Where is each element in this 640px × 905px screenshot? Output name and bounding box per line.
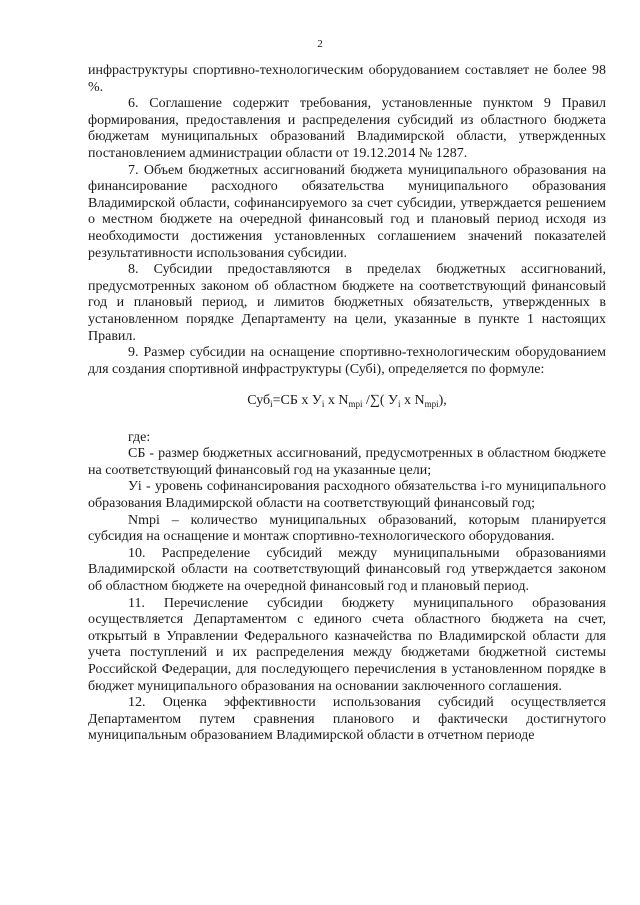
formula-rhs-sub-3: i xyxy=(397,399,401,410)
paragraph-continuation: инфраструктуры спортивно-технологическим оборудованием составляет не более 98 %. xyxy=(88,63,606,95)
where-label: где: xyxy=(128,430,151,446)
formula-rhs-sub-4: mpi xyxy=(424,399,439,410)
formula-rhs-3: /∑( У xyxy=(362,393,398,409)
formula-rhs-1: =СБ х У xyxy=(272,393,322,409)
paragraph-11: 11. Перечисление субсидии бюджету муниципального образования осуществляется Департаментом с единого счета областного бюджета на счет, открытый в Управлении Федерального казначейства по Владимирской области для учета поступлений и их распределения между бюджетами бюджетной системы Российской Федерации, для последующего перечисления в установленном порядке в бюджет муниципального образования на основании заключенного соглашения. xyxy=(88,595,606,694)
formula-rhs-4: х N xyxy=(400,393,425,409)
formula-rhs-sub-1: i xyxy=(321,399,325,410)
subsidy-formula xyxy=(88,392,606,413)
definition-u: Уi - уровень софинансирования расходного обязательства i-го муниципального образования Владимирской области на соответствующий финансовый год; xyxy=(88,479,606,512)
paragraph-8: 8. Субсидии предоставляются в пределах бюджетных ассигнований, предусмотренных законом об областном бюджете на соответствующий финансовый год и плановый период, и лимитов бюджетных обязательств, утвержденных в установленном порядке Департаменту на цели, указанные в пункте 1 настоящих Правил. xyxy=(88,262,606,344)
definition-nmpi: Nmpi – количество муниципальных образований, которым планируется субсидия на оснащение и монтаж спортивно-технологического оборудования. xyxy=(88,512,606,545)
formula-lhs: Суб xyxy=(247,393,271,409)
formula-rhs-5: ), xyxy=(438,393,447,409)
paragraph-6: 6. Соглашение содержит требования, установленные пунктом 9 Правил формирования, предоставления и распределения субсидий из областного бюджета бюджетам муниципальных образований Владимирской области, утвержденных постановлением администрации области от 19.12.2014 № 1287. xyxy=(88,96,606,161)
paragraph-10: 10. Распределение субсидий между муниципальными образованиями Владимирской области на соответствующий финансовый год утверждается законом об областном бюджете на очередной финансовый год и плановый период. xyxy=(88,545,606,595)
paragraph-9: 9. Размер субсидии на оснащение спортивно-технологическим оборудованием для создания спортивной инфраструктуры (Субi), определяется по формуле: xyxy=(88,345,606,377)
paragraph-12: 12. Оценка эффективности использования субсидий осуществляется Департаментом путем сравнения планового и фактически достигнутого муниципальным образованием Владимирской области в отчетном периоде xyxy=(88,695,606,744)
formula-rhs-sub-2: mpi xyxy=(348,399,363,410)
formula-rhs-2: х N xyxy=(324,393,349,409)
formula-lhs-sub: i xyxy=(270,399,273,410)
page-number: 2 xyxy=(317,38,323,50)
paragraph-7: 7. Объем бюджетных ассигнований бюджета муниципального образования на финансирование расходного обязательства муниципального образования Владимирской области, софинансируемого за счет субсидии, утверждается решением о местном бюджете на очередной финансовый год и плановый период исходя из необходимости достижения установленных соглашением значений показателей результативности использования субсидии. xyxy=(88,162,606,261)
definition-sb: СБ - размер бюджетных ассигнований, предусмотренных в областном бюджете на соответствующий финансовый год на указанные цели; xyxy=(88,446,606,478)
